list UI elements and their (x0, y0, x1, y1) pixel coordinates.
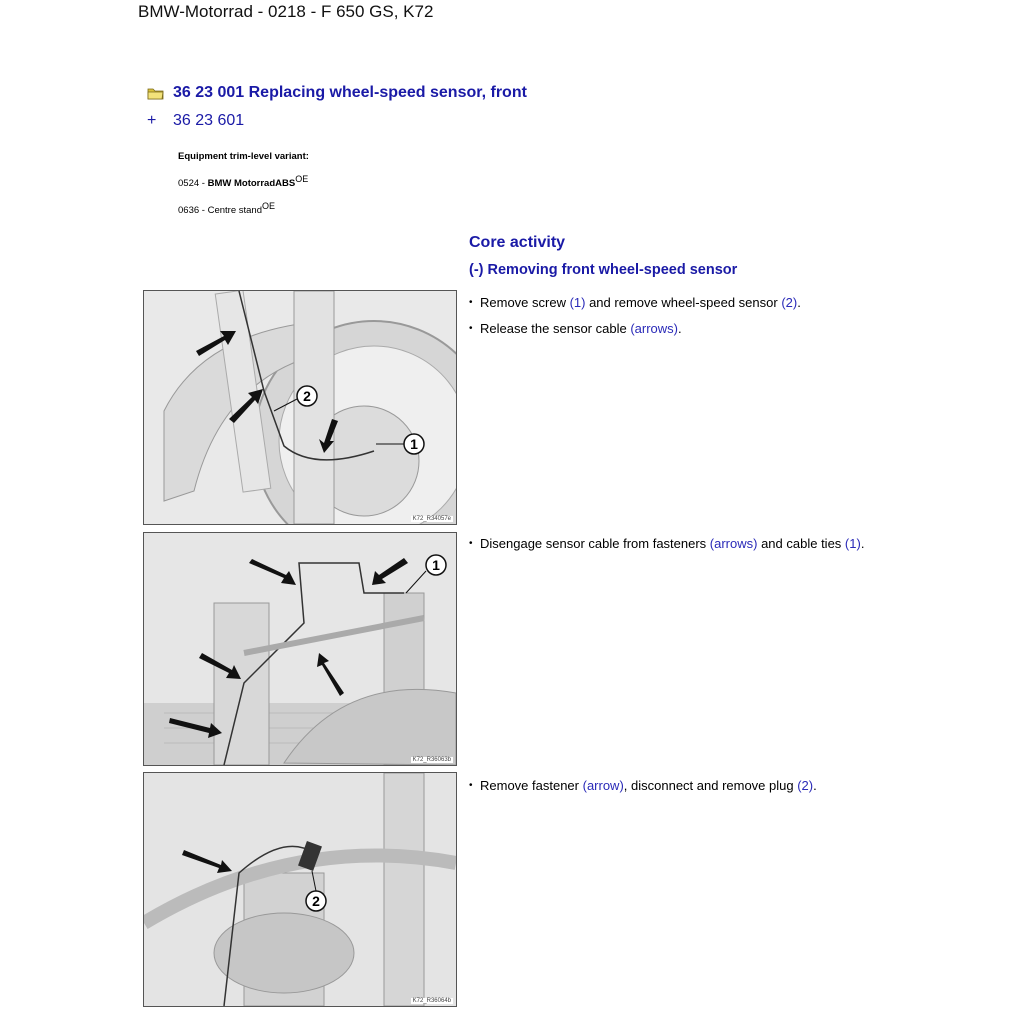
instruction-item: • Disengage sensor cable from fasteners (arrows) and cable ties (1). (469, 536, 865, 551)
equipment-item: 0524 - BMW MotorradABS$^{OE}$ (178, 174, 309, 190)
equipment-label: Equipment trim-level variant: (178, 151, 309, 162)
procedure-title[interactable]: 36 23 001 Replacing wheel-speed sensor, front (173, 84, 527, 101)
related-procedure-link[interactable]: 36 23 601 (173, 112, 245, 129)
equipment-variants (178, 145, 309, 222)
figure-wheel-sensor (143, 290, 457, 525)
reference-link[interactable]: (1) (569, 295, 586, 310)
instruction-item: • Remove fastener (arrow), disconnect and remove plug (2). (469, 778, 817, 793)
callout-1: 1 (410, 436, 418, 452)
figure-caption: K72_R34057e (412, 516, 451, 522)
callout-2: 2 (303, 388, 311, 404)
figure-caption: K72_R36064b (412, 998, 451, 1004)
step-3-instructions (469, 773, 817, 799)
wheel-illustration (144, 291, 456, 524)
folder-icon (147, 87, 165, 100)
equipment-item: 0636 - Centre stand$^{OE}$ (178, 201, 276, 217)
reference-link[interactable]: (arrows) (630, 321, 678, 336)
callout-1: 1 (432, 557, 440, 573)
procedure-title-row (147, 84, 527, 102)
removing-sensor-subheading: (-) Removing front wheel-speed sensor (469, 262, 738, 278)
reference-link[interactable]: (1) (844, 536, 861, 551)
figure-cable-fasteners (143, 532, 457, 766)
reference-link[interactable]: (2) (781, 295, 798, 310)
reference-link[interactable]: (arrows) (709, 536, 758, 551)
step-1-instructions (469, 290, 801, 342)
related-procedure[interactable] (147, 112, 244, 130)
fork-illustration (144, 533, 456, 765)
step-2-instructions (469, 531, 864, 557)
expand-icon[interactable]: + (147, 112, 157, 129)
document-header: BMW-Motorrad - 0218 - F 650 GS, K72 (138, 2, 434, 21)
callout-2: 2 (312, 893, 320, 909)
reference-link[interactable]: (2) (797, 778, 814, 793)
figure-caption: K72_R36063b (412, 757, 451, 763)
figure-plug (143, 772, 457, 1007)
reference-link[interactable]: (arrow) (582, 778, 624, 793)
instruction-item: • Release the sensor cable (arrows). (469, 321, 682, 336)
core-activity-heading: Core activity (469, 234, 566, 251)
frame-illustration (144, 773, 456, 1006)
instruction-item: • Remove screw (1) and remove wheel-speed sensor (2). (469, 295, 801, 310)
